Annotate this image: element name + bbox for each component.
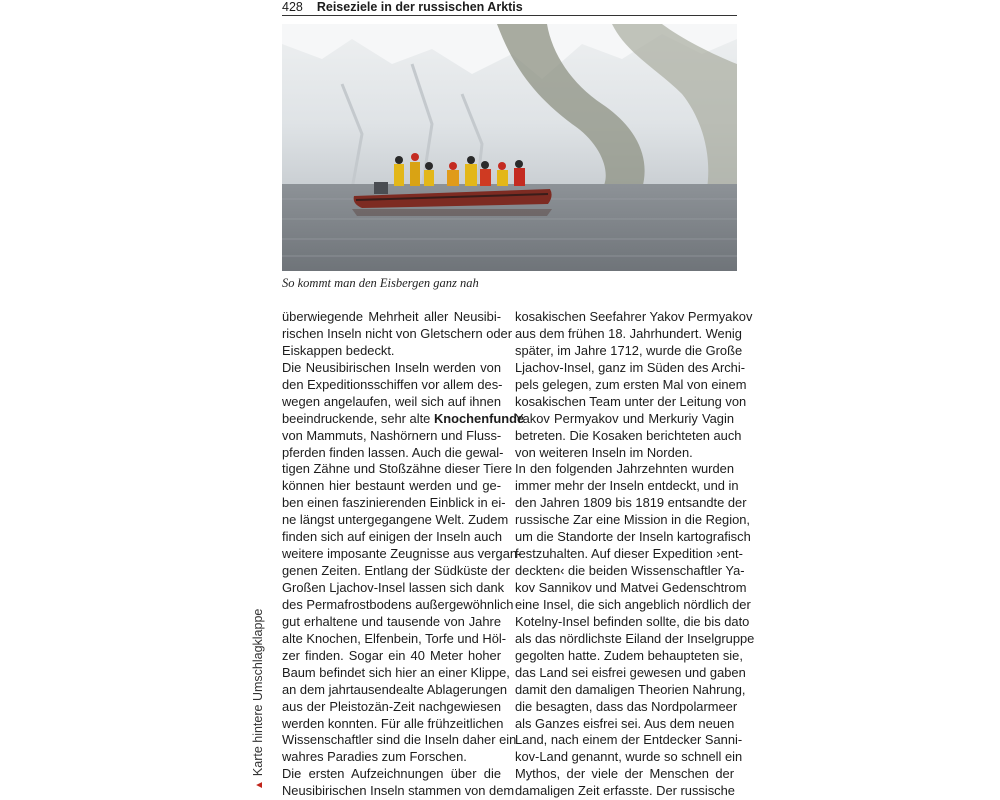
text-line: den Jahren 1809 bis 1819 entsandte der [515, 495, 747, 511]
text-line: rischen Inseln nicht von Gletschern oder [282, 325, 513, 341]
text-line: kosakischen Seefahrer Yakov Permyakov [515, 309, 753, 324]
text-line: festzuhalten. Auf dieser Expedition ›ent- [515, 546, 743, 562]
text-line [282, 410, 525, 428]
text-line: kosakischen Team unter der Leitung von [515, 393, 747, 409]
text-line: pels gelegen, zum ersten Mal von einem [515, 376, 747, 392]
text-line: ben einen faszinierenden Einblick in ei- [282, 495, 506, 511]
text-line: betreten. Die Kosaken berichteten auch [515, 427, 742, 443]
text-line: Mythos, der viele der Menschen der [515, 766, 734, 782]
right-text-column [515, 309, 755, 800]
text-line: gut erhaltene und tausende von Jahre [282, 613, 501, 629]
text-line: können hier bestaunt werden und ge- [282, 478, 501, 494]
text-line: von Mammuts, Nashörnern und Fluss- [282, 427, 502, 443]
text-line: damit den damaligen Theorien Nahrung, [515, 681, 746, 697]
text-line: den Expeditionsschiffen vor allem des- [282, 376, 503, 392]
text-line: Die ersten Aufzeichnungen über die [282, 766, 501, 782]
map-reference-tab [251, 609, 267, 790]
text-line: an dem jahrtausendealte Ablagerungen [282, 681, 508, 697]
text-line: pferden finden lassen. Auch die gewal- [282, 444, 504, 460]
text-line: Baum befindet sich hier an einer Klippe, [282, 664, 510, 680]
text-line: werden konnten. Für alle frühzeitlichen [282, 715, 504, 731]
text-line: des Permafrostbodens außergewöhnlich [282, 596, 514, 612]
page-number: 428 [282, 0, 303, 14]
text-line: als Ganzes eisfrei sei. Aus dem neuen [515, 715, 735, 731]
text-line: Wissenschaftler sind die Inseln daher ein [282, 732, 517, 748]
text-line: Eiskappen bedeckt. [282, 342, 395, 358]
text-line: von weiteren Inseln im Norden. [515, 444, 693, 460]
text-line: gegolten hatte. Zudem behaupteten sie, [515, 647, 743, 663]
text-line: Land, nach einem der Entdecker Sanni- [515, 732, 743, 748]
text-line: eine Insel, die sich angeblich nördlich der [515, 596, 751, 612]
text-line: ne längst untergegangene Welt. Zudem [282, 512, 509, 528]
expedition-photo [282, 24, 737, 271]
text-line: finden sich auf einigen der Inseln auch [282, 529, 503, 545]
text-line: Yakov Permyakov und Merkuriy Vagin [515, 410, 734, 426]
text-line: immer mehr der Inseln entdeckt, und in [515, 478, 739, 494]
chapter-title: Reiseziele in der russischen Arktis [316, 0, 523, 14]
text-line: russische Zar eine Mission in die Region, [515, 512, 751, 528]
text-line: wahres Paradies zum Forschen. [282, 749, 467, 765]
photo-caption: So kommt man den Eisbergen ganz nah [282, 276, 479, 290]
text-line: aus dem frühen 18. Jahrhundert. Wenig [515, 325, 742, 341]
text-line: kov Sannikov und Matvei Gedenschtrom [515, 580, 747, 595]
bold-term: Knochenfunde [433, 410, 525, 426]
running-header [282, 0, 737, 16]
text-line: In den folgenden Jahrzehnten wurden [515, 461, 734, 477]
text-line: die besagten, dass das Nordpolarmeer [515, 698, 738, 714]
text-line: deckten‹ die beiden Wissenschaftler Ya- [515, 563, 745, 579]
triangle-icon: ▲ [254, 780, 265, 790]
text-line: weitere imposante Zeugnisse aus vergan- [282, 546, 522, 562]
text-line: alte Knochen, Elfenbein, Torfe und Höl- [282, 630, 507, 646]
text-line: Die Neusibirischen Inseln werden von [282, 359, 501, 375]
left-text-column [282, 309, 525, 800]
text-line: zer finden. Sogar ein 40 Meter hoher [282, 647, 501, 663]
text-line: Neusibirischen Inseln stammen von dem [282, 783, 515, 799]
text-line: Ljachov-Insel, ganz im Süden des Archi- [515, 359, 746, 375]
text-line: damaligen Zeit erfasste. Der russische [515, 783, 735, 799]
text-line: Kotelny-Insel befinden sollte, die bis dato [515, 613, 750, 629]
text-line: aus der Pleistozän-Zeit nachgewiesen [282, 698, 501, 714]
text-line: Großen Ljachov-Insel lassen sich dank [282, 580, 505, 595]
text-line: als das nördlichste Eiland der Inselgruppe [515, 630, 755, 646]
text-fragment: beeindruckende, sehr alte [282, 410, 431, 426]
text-line: das Land sei eisfrei gewesen und gaben [515, 664, 746, 680]
text-line: später, im Jahre 1712, wurde die Große [515, 342, 743, 358]
text-line: um die Standorte der Inseln kartografisch [515, 529, 751, 545]
text-line: wegen angelaufen, weil sich auf ihnen [282, 393, 501, 409]
text-line: kov-Land genannt, wurde so schnell ein [515, 749, 743, 765]
map-reference-label: Karte hintere Umschlagklappe [251, 608, 265, 777]
text-line: genen Zeiten. Entlang der Südküste der [282, 563, 510, 579]
text-line: überwiegende Mehrheit aller Neusibi- [282, 309, 501, 324]
text-line: tigen Zähne und Stoßzähne dieser Tiere [282, 461, 513, 477]
